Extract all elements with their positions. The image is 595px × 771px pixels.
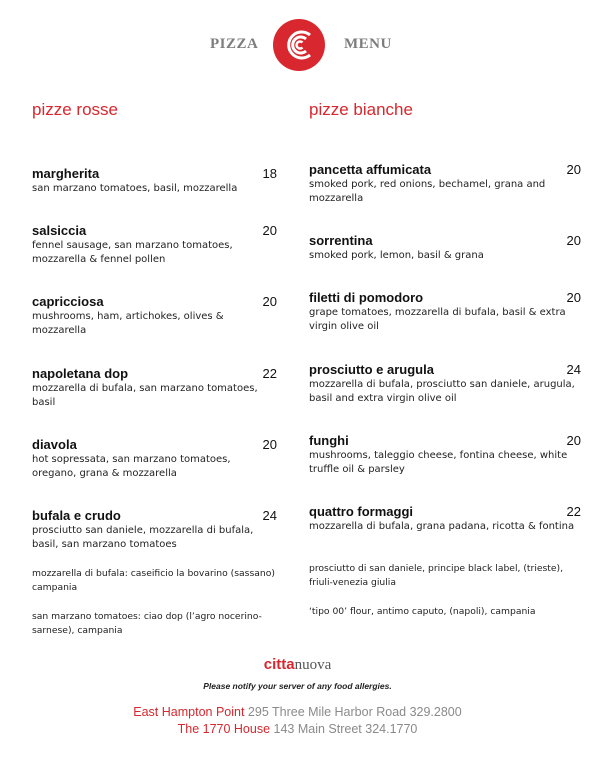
section-title-pizze-bianche: pizze bianche [309,100,413,119]
menu-item [32,166,277,196]
location-line [0,705,595,719]
menu-item-price: 24 [262,508,277,523]
menu-item [309,290,581,334]
sourcing-note: ‘tipo 00’ flour, antimo caputo, (napoli), campania [309,606,536,617]
menu-item-description: hot sopressata, san marzano tomatoes, oregano, grana & mozzarella [32,454,231,479]
menu-item-price: 22 [262,366,277,381]
menu-item-description: mushrooms, taleggio cheese, fontina cheese, white truffle oil & parsley [309,450,568,475]
menu-item-description: smoked pork, lemon, basil & grana [309,250,484,261]
menu-item-name: sorrentina [309,233,373,248]
menu-item [32,223,277,267]
brand-part-nuova: nuova [294,657,332,673]
menu-item-name: prosciutto e arugula [309,362,434,377]
menu-item-description: san marzano tomatoes, basil, mozzarella [32,183,238,194]
section-title-pizze-rosse: pizze rosse [32,100,118,119]
menu-item [309,504,581,534]
allergy-notice: Please notify your server of any food allergies. [203,681,392,691]
location-name: The 1770 House [177,722,271,736]
location-line [0,722,595,736]
menu-item [32,508,277,552]
menu-item-description: smoked pork, red onions, bechamel, grana and mozzarella [309,179,546,204]
menu-item-description: mozzarella di bufala, prosciutto san daniele, arugula, basil and extra virgin olive oil [309,379,575,404]
menu-item [309,433,581,477]
menu-item-name: salsiccia [32,223,87,238]
menu-item-name: bufala e crudo [32,508,121,523]
menu-item-description: mushrooms, ham, artichokes, olives & mozzarella [32,311,224,336]
header-menu-word: MENU [344,36,392,52]
menu-item-price: 24 [566,362,581,377]
menu-item [32,366,277,410]
menu-item-price: 20 [262,437,277,452]
menu-item-price: 20 [566,433,581,448]
header-pizza-word: PIZZA [210,36,259,52]
menu-item [32,437,277,481]
sourcing-note: san marzano tomatoes: ciao dop (l’agro nocerino-sarnese), campania [32,611,262,636]
location-address: 295 Three Mile Harbor Road 329.2800 [244,705,462,719]
menu-item-name: margherita [32,166,100,181]
menu-item-description: mozzarella di bufala, grana padana, ricotta & fontina [309,521,575,532]
menu-item-description: grape tomatoes, mozzarella di bufala, basil & extra virgin olive oil [309,307,566,332]
location-address: 143 Main Street 324.1770 [270,722,418,736]
menu-item [309,362,581,406]
menu-item-price: 18 [262,166,277,181]
menu-item-name: quattro formaggi [309,504,413,519]
sourcing-note: mozzarella di bufala: caseificio la bovarino (sassano) campania [32,568,275,593]
menu-item-name: napoletana dop [32,366,129,381]
menu-item-price: 20 [566,233,581,248]
menu-item-price: 20 [566,290,581,305]
menu-header [0,16,595,76]
menu-item [32,294,277,338]
menu-item-price: 20 [262,294,277,309]
brand-part-citta: citta [263,656,295,673]
menu-item-price: 22 [566,504,581,519]
menu-item-price: 20 [262,223,277,238]
menu-item-name: filetti di pomodoro [309,290,424,305]
menu-item-description: prosciutto san daniele, mozzarella di bufala, basil, san marzano tomatoes [32,525,254,550]
menu-item-price: 20 [566,162,581,177]
menu-item-name: funghi [309,433,349,448]
menu-item-name: pancetta affumicata [309,162,432,177]
citta-c-logo-icon [272,18,326,72]
location-name: East Hampton Point [133,705,245,719]
menu-item [309,233,581,263]
menu-item-name: diavola [32,437,77,452]
menu-item-description: fennel sausage, san marzano tomatoes, mozzarella & fennel pollen [32,240,233,265]
menu-item-description: mozzarella di bufala, san marzano tomatoes, basil [32,383,258,408]
menu-item-name: capricciosa [32,294,104,309]
menu-item [309,162,581,206]
sourcing-note: prosciutto di san daniele, principe black label, (trieste), friuli-venezia giulia [309,563,564,588]
cittanuova-brand [0,656,595,674]
